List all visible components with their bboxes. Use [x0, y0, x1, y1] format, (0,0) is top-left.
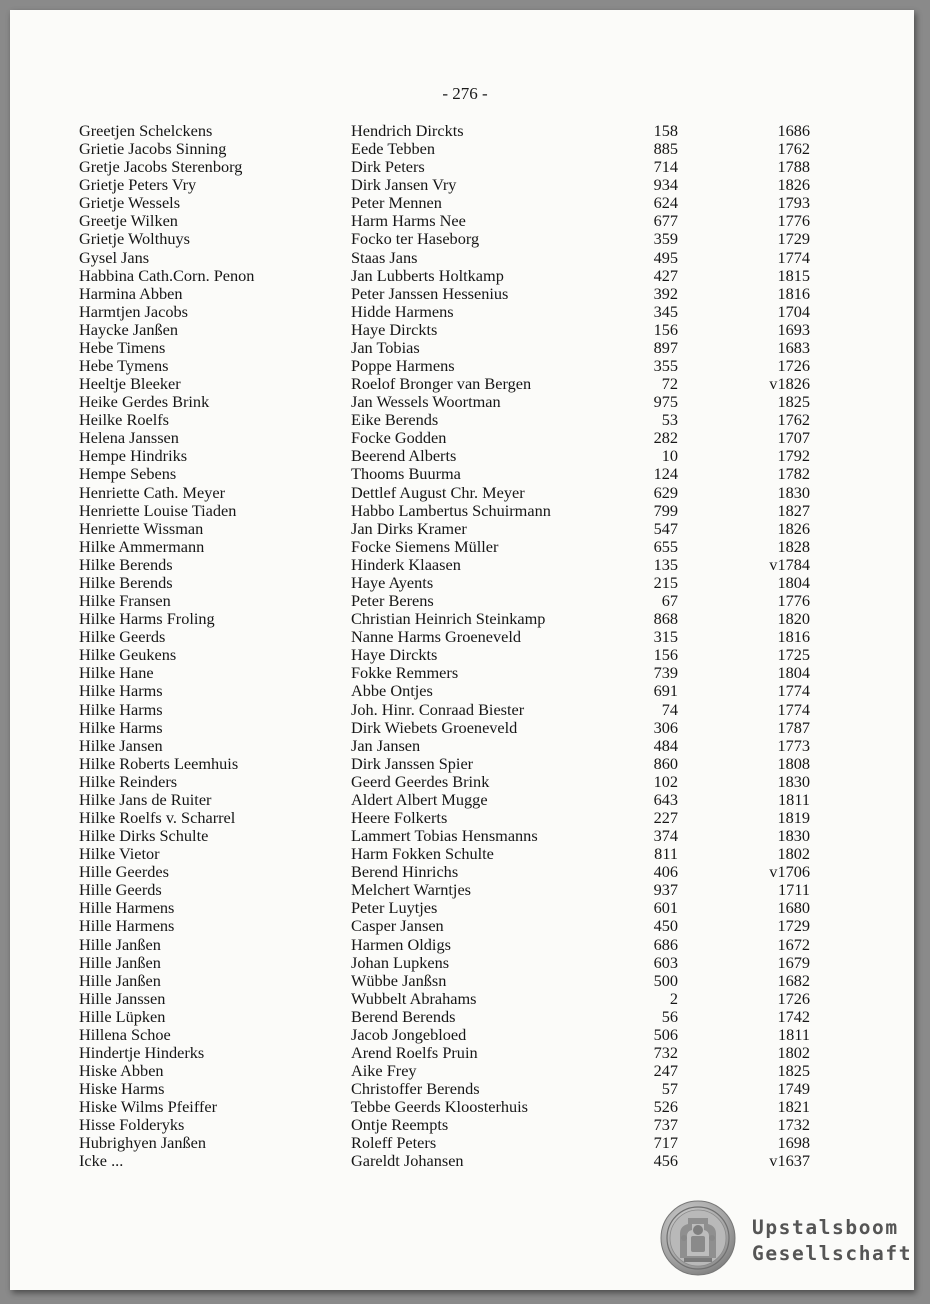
wife-name: Helena Janssen — [79, 428, 179, 448]
wife-name: Hille Harmens — [79, 916, 175, 936]
table-row — [0, 429, 930, 447]
entry-number: 601 — [653, 898, 678, 918]
marriage-year: v1637 — [769, 1151, 810, 1171]
table-row — [0, 990, 930, 1008]
table-row — [0, 502, 930, 520]
marriage-year: 1804 — [777, 663, 810, 683]
table-row — [0, 176, 930, 194]
table-row — [0, 773, 930, 791]
wife-name: Hiske Wilms Pfeiffer — [79, 1097, 218, 1117]
wife-name: Hisse Folderyks — [79, 1115, 185, 1135]
wife-name: Henriette Louise Tiaden — [79, 500, 237, 520]
table-row — [0, 556, 930, 574]
wife-name: Hindertje Hinderks — [79, 1042, 205, 1062]
logo-title-line1: Upstalsboom — [752, 1216, 899, 1239]
table-row — [0, 1026, 930, 1044]
wife-name: Harmina Abben — [79, 283, 183, 303]
husband-name: Peter Luytjes — [351, 898, 438, 918]
wife-name: Hilke Dirks Schulte — [79, 826, 209, 846]
marriage-year: 1830 — [777, 826, 810, 846]
wife-name: Hubrighyen Janßen — [79, 1133, 207, 1153]
wife-name: Hilke Harms — [79, 681, 163, 701]
marriage-year: 1725 — [777, 645, 810, 665]
entry-number: 811 — [654, 844, 678, 864]
husband-name: Peter Mennen — [351, 193, 442, 213]
wife-name: Heilke Roelfs — [79, 410, 169, 430]
entry-number: 282 — [653, 428, 678, 448]
entry-number: 739 — [653, 663, 678, 683]
marriage-year: 1698 — [777, 1133, 810, 1153]
wife-name: Hilke Vietor — [79, 844, 160, 864]
entry-number: 655 — [653, 536, 678, 556]
table-row — [0, 447, 930, 465]
husband-name: Focke Siemens Müller — [351, 536, 499, 556]
husband-name: Jan Dirks Kramer — [351, 518, 467, 538]
husband-name: Melchert Warntjes — [351, 880, 472, 900]
marriage-year: 1762 — [777, 139, 810, 159]
table-row — [0, 339, 930, 357]
husband-name: Arend Roelfs Pruin — [351, 1042, 478, 1062]
wife-name: Hille Janssen — [79, 988, 166, 1008]
husband-name: Jan Jansen — [351, 735, 421, 755]
wife-name: Harmtjen Jacobs — [79, 301, 188, 321]
entry-number: 868 — [653, 609, 678, 629]
wife-name: Hilke Reinders — [79, 771, 178, 791]
entry-number: 345 — [653, 301, 678, 321]
table-row — [0, 917, 930, 935]
wife-name: Greetje Wilken — [79, 211, 178, 231]
husband-name: Tebbe Geerds Kloosterhuis — [351, 1097, 529, 1117]
husband-name: Thooms Buurma — [351, 464, 461, 484]
entry-number: 57 — [661, 1079, 678, 1099]
table-row — [0, 628, 930, 646]
table-row — [0, 972, 930, 990]
table-row — [0, 592, 930, 610]
entry-number: 686 — [653, 934, 678, 954]
table-row — [0, 321, 930, 339]
marriage-year: 1726 — [777, 356, 810, 376]
husband-name: Gareldt Johansen — [351, 1151, 464, 1171]
wife-name: Gysel Jans — [79, 247, 150, 267]
entry-number: 526 — [653, 1097, 678, 1117]
marriage-year: 1816 — [777, 283, 810, 303]
entry-number: 359 — [653, 229, 678, 249]
table-row — [0, 1062, 930, 1080]
marriage-year: 1683 — [777, 337, 810, 357]
husband-name: Berend Berends — [351, 1006, 456, 1026]
wife-name: Hille Harmens — [79, 898, 175, 918]
seal-icon — [660, 1200, 736, 1276]
table-row — [0, 809, 930, 827]
husband-name: Jan Lubberts Holtkamp — [351, 265, 504, 285]
marriage-year: 1749 — [777, 1079, 810, 1099]
table-row — [0, 954, 930, 972]
marriage-year: 1787 — [777, 717, 810, 737]
table-row — [0, 303, 930, 321]
entry-number: 547 — [653, 518, 678, 538]
marriage-year: 1729 — [777, 229, 810, 249]
marriage-year: 1816 — [777, 627, 810, 647]
marriage-year: v1784 — [769, 554, 810, 574]
publisher-logo — [660, 1200, 913, 1276]
husband-name: Peter Janssen Hessenius — [351, 283, 509, 303]
husband-name: Habbo Lambertus Schuirmann — [351, 500, 551, 520]
husband-name: Wubbelt Abrahams — [351, 988, 477, 1008]
table-row — [0, 1134, 930, 1152]
husband-name: Haye Dirckts — [351, 645, 438, 665]
marriage-year: 1686 — [777, 121, 810, 140]
table-row — [0, 682, 930, 700]
wife-name: Haycke Janßen — [79, 319, 178, 339]
husband-name: Hendrich Dirckts — [351, 121, 464, 140]
wife-name: Hilke Harms Froling — [79, 609, 215, 629]
table-row — [0, 158, 930, 176]
wife-name: Greetjen Schelckens — [79, 121, 213, 140]
husband-name: Focko ter Haseborg — [351, 229, 480, 249]
husband-name: Nanne Harms Groeneveld — [351, 627, 521, 647]
entry-number: 450 — [653, 916, 678, 936]
entry-number: 495 — [653, 247, 678, 267]
husband-name: Harm Fokken Schulte — [351, 844, 494, 864]
marriage-register-table — [0, 122, 930, 1171]
marriage-year: 1672 — [777, 934, 810, 954]
wife-name: Gretje Jacobs Sterenborg — [79, 157, 243, 177]
husband-name: Jan Tobias — [351, 337, 420, 357]
marriage-year: 1811 — [778, 1024, 810, 1044]
wife-name: Hille Geerds — [79, 880, 162, 900]
husband-name: Christian Heinrich Steinkamp — [351, 609, 546, 629]
marriage-year: 1704 — [777, 301, 810, 321]
wife-name: Hiske Harms — [79, 1079, 165, 1099]
entry-number: 975 — [653, 392, 678, 412]
marriage-year: 1802 — [777, 844, 810, 864]
marriage-year: 1679 — [777, 952, 810, 972]
entry-number: 860 — [653, 753, 678, 773]
husband-name: Beerend Alberts — [351, 446, 457, 466]
wife-name: Hempe Sebens — [79, 464, 177, 484]
table-row — [0, 737, 930, 755]
entry-number: 10 — [661, 446, 678, 466]
wife-name: Grietie Jacobs Sinning — [79, 139, 227, 159]
table-row — [0, 1098, 930, 1116]
table-row — [0, 465, 930, 483]
entry-number: 2 — [669, 988, 678, 1008]
table-row — [0, 267, 930, 285]
wife-name: Hilke Geerds — [79, 627, 166, 647]
husband-name: Poppe Harmens — [351, 356, 455, 376]
husband-name: Dettlef August Chr. Meyer — [351, 482, 525, 502]
marriage-year: 1782 — [777, 464, 810, 484]
wife-name: Hilke Harms — [79, 699, 163, 719]
table-row — [0, 664, 930, 682]
entry-number: 484 — [653, 735, 678, 755]
entry-number: 691 — [653, 681, 678, 701]
husband-name: Roelof Bronger van Bergen — [351, 374, 532, 394]
table-row — [0, 212, 930, 230]
wife-name: Hille Janßen — [79, 970, 161, 990]
marriage-year: 1707 — [777, 428, 810, 448]
husband-name: Heere Folkerts — [351, 807, 448, 827]
wife-name: Icke ... — [79, 1151, 124, 1171]
husband-name: Hinderk Klaasen — [351, 554, 461, 574]
husband-name: Joh. Hinr. Conraad Biester — [351, 699, 525, 719]
husband-name: Aldert Albert Mugge — [351, 789, 488, 809]
table-row — [0, 863, 930, 881]
husband-name: Casper Jansen — [351, 916, 444, 936]
table-row — [0, 1152, 930, 1170]
husband-name: Dirk Janssen Spier — [351, 753, 474, 773]
husband-name: Fokke Remmers — [351, 663, 459, 683]
wife-name: Hille Janßen — [79, 934, 161, 954]
wife-name: Hillena Schoe — [79, 1024, 171, 1044]
entry-number: 732 — [653, 1042, 678, 1062]
entry-number: 392 — [653, 283, 678, 303]
wife-name: Henriette Wissman — [79, 518, 204, 538]
table-row — [0, 285, 930, 303]
entry-number: 67 — [661, 591, 678, 611]
entry-number: 158 — [653, 121, 678, 140]
wife-name: Hilke Jansen — [79, 735, 163, 755]
entry-number: 156 — [653, 319, 678, 339]
entry-number: 355 — [653, 356, 678, 376]
table-row — [0, 484, 930, 502]
entry-number: 306 — [653, 717, 678, 737]
marriage-year: 1732 — [777, 1115, 810, 1135]
entry-number: 247 — [653, 1061, 678, 1081]
marriage-year: 1788 — [777, 157, 810, 177]
table-row — [0, 122, 930, 140]
table-row — [0, 899, 930, 917]
marriage-year: 1776 — [777, 591, 810, 611]
table-row — [0, 827, 930, 845]
table-row — [0, 357, 930, 375]
wife-name: Hilke Berends — [79, 554, 173, 574]
marriage-year: 1825 — [777, 1061, 810, 1081]
wife-name: Grietje Wolthuys — [79, 229, 190, 249]
wife-name: Hilke Roberts Leemhuis — [79, 753, 239, 773]
entry-number: 427 — [653, 265, 678, 285]
wife-name: Hiske Abben — [79, 1061, 164, 1081]
marriage-year: 1811 — [778, 789, 810, 809]
marriage-year: 1792 — [777, 446, 810, 466]
marriage-year: 1830 — [777, 482, 810, 502]
husband-name: Harm Harms Nee — [351, 211, 466, 231]
entry-number: 885 — [653, 139, 678, 159]
marriage-year: 1726 — [777, 988, 810, 1008]
table-row — [0, 610, 930, 628]
marriage-year: 1793 — [777, 193, 810, 213]
marriage-year: 1819 — [777, 807, 810, 827]
marriage-year: 1820 — [777, 609, 810, 629]
entry-number: 135 — [653, 554, 678, 574]
husband-name: Aike Frey — [351, 1061, 417, 1081]
husband-name: Geerd Geerdes Brink — [351, 771, 490, 791]
entry-number: 677 — [653, 211, 678, 231]
wife-name: Hille Lüpken — [79, 1006, 166, 1026]
husband-name: Haye Ayents — [351, 572, 434, 592]
husband-name: Abbe Ontjes — [351, 681, 433, 701]
marriage-year: v1706 — [769, 862, 810, 882]
husband-name: Staas Jans — [351, 247, 418, 267]
entry-number: 374 — [653, 826, 678, 846]
entry-number: 737 — [653, 1115, 678, 1135]
marriage-year: 1808 — [777, 753, 810, 773]
table-row — [0, 1008, 930, 1026]
marriage-year: v1826 — [769, 374, 810, 394]
entry-number: 56 — [661, 1006, 678, 1026]
table-row — [0, 791, 930, 809]
marriage-year: 1827 — [777, 500, 810, 520]
entry-number: 456 — [653, 1151, 678, 1171]
husband-name: Lammert Tobias Hensmanns — [351, 826, 538, 846]
husband-name: Peter Berens — [351, 591, 434, 611]
table-row — [0, 755, 930, 773]
entry-number: 714 — [653, 157, 678, 177]
husband-name: Eike Berends — [351, 410, 439, 430]
wife-name: Hilke Jans de Ruiter — [79, 789, 212, 809]
wife-name: Hille Janßen — [79, 952, 161, 972]
husband-name: Wübbe Janßsn — [351, 970, 447, 990]
marriage-year: 1774 — [777, 681, 810, 701]
husband-name: Roleff Peters — [351, 1133, 437, 1153]
entry-number: 406 — [653, 862, 678, 882]
marriage-year: 1729 — [777, 916, 810, 936]
entry-number: 315 — [653, 627, 678, 647]
entry-number: 799 — [653, 500, 678, 520]
husband-name: Dirk Wiebets Groeneveld — [351, 717, 518, 737]
table-row — [0, 881, 930, 899]
table-row — [0, 249, 930, 267]
wife-name: Henriette Cath. Meyer — [79, 482, 226, 502]
table-row — [0, 538, 930, 556]
table-row — [0, 520, 930, 538]
wife-name: Hilke Geukens — [79, 645, 177, 665]
husband-name: Christoffer Berends — [351, 1079, 480, 1099]
table-row — [0, 845, 930, 863]
marriage-year: 1682 — [777, 970, 810, 990]
entry-number: 74 — [661, 699, 678, 719]
entry-number: 53 — [661, 410, 678, 430]
marriage-year: 1742 — [777, 1006, 810, 1026]
entry-number: 156 — [653, 645, 678, 665]
entry-number: 643 — [653, 789, 678, 809]
marriage-year: 1826 — [777, 518, 810, 538]
husband-name: Hidde Harmens — [351, 301, 454, 321]
entry-number: 124 — [653, 464, 678, 484]
wife-name: Hilke Ammermann — [79, 536, 205, 556]
table-row — [0, 646, 930, 664]
page-number: - 276 - — [442, 84, 488, 103]
entry-number: 897 — [653, 337, 678, 357]
wife-name: Hebe Tymens — [79, 356, 169, 376]
wife-name: Heike Gerdes Brink — [79, 392, 210, 412]
table-row — [0, 719, 930, 737]
wife-name: Hille Geerdes — [79, 862, 169, 882]
wife-name: Hilke Roelfs v. Scharrel — [79, 807, 236, 827]
table-row — [0, 230, 930, 248]
husband-name: Jan Wessels Woortman — [351, 392, 501, 412]
marriage-year: 1693 — [777, 319, 810, 339]
entry-number: 934 — [653, 175, 678, 195]
table-row — [0, 936, 930, 954]
husband-name: Haye Dirckts — [351, 319, 438, 339]
husband-name: Eede Tebben — [351, 139, 435, 159]
marriage-year: 1773 — [777, 735, 810, 755]
entry-number: 624 — [653, 193, 678, 213]
marriage-year: 1828 — [777, 536, 810, 556]
entry-number: 937 — [653, 880, 678, 900]
wife-name: Habbina Cath.Corn. Penon — [79, 265, 255, 285]
husband-name: Johan Lupkens — [351, 952, 450, 972]
entry-number: 603 — [653, 952, 678, 972]
husband-name: Dirk Jansen Vry — [351, 175, 457, 195]
wife-name: Hebe Timens — [79, 337, 166, 357]
entry-number: 629 — [653, 482, 678, 502]
wife-name: Hilke Hane — [79, 663, 154, 683]
entry-number: 215 — [653, 572, 678, 592]
logo-title-line2: Gesellschaft — [752, 1242, 913, 1265]
husband-name: Berend Hinrichs — [351, 862, 459, 882]
table-row — [0, 393, 930, 411]
entry-number: 227 — [653, 807, 678, 827]
marriage-year: 1774 — [777, 699, 810, 719]
table-row — [0, 375, 930, 393]
table-row — [0, 1080, 930, 1098]
wife-name: Hilke Berends — [79, 572, 173, 592]
wife-name: Heeltje Bleeker — [79, 374, 181, 394]
marriage-year: 1711 — [778, 880, 810, 900]
wife-name: Grietje Wessels — [79, 193, 181, 213]
wife-name: Hilke Harms — [79, 717, 163, 737]
marriage-year: 1774 — [777, 247, 810, 267]
husband-name: Ontje Reempts — [351, 1115, 449, 1135]
wife-name: Hempe Hindriks — [79, 446, 188, 466]
husband-name: Focke Godden — [351, 428, 447, 448]
table-row — [0, 574, 930, 592]
table-row — [0, 411, 930, 429]
entry-number: 500 — [653, 970, 678, 990]
entry-number: 102 — [653, 771, 678, 791]
table-row — [0, 194, 930, 212]
marriage-year: 1826 — [777, 175, 810, 195]
wife-name: Hilke Fransen — [79, 591, 171, 611]
marriage-year: 1776 — [777, 211, 810, 231]
table-row — [0, 140, 930, 158]
table-row — [0, 1044, 930, 1062]
entry-number: 72 — [661, 374, 678, 394]
marriage-year: 1821 — [777, 1097, 810, 1117]
marriage-year: 1815 — [777, 265, 810, 285]
husband-name: Jacob Jongebloed — [351, 1024, 467, 1044]
husband-name: Dirk Peters — [351, 157, 425, 177]
table-row — [0, 701, 930, 719]
marriage-year: 1762 — [777, 410, 810, 430]
husband-name: Harmen Oldigs — [351, 934, 451, 954]
marriage-year: 1804 — [777, 572, 810, 592]
wife-name: Grietje Peters Vry — [79, 175, 197, 195]
marriage-year: 1830 — [777, 771, 810, 791]
entry-number: 506 — [653, 1024, 678, 1044]
marriage-year: 1680 — [777, 898, 810, 918]
table-row — [0, 1116, 930, 1134]
marriage-year: 1825 — [777, 392, 810, 412]
marriage-year: 1802 — [777, 1042, 810, 1062]
entry-number: 717 — [653, 1133, 678, 1153]
